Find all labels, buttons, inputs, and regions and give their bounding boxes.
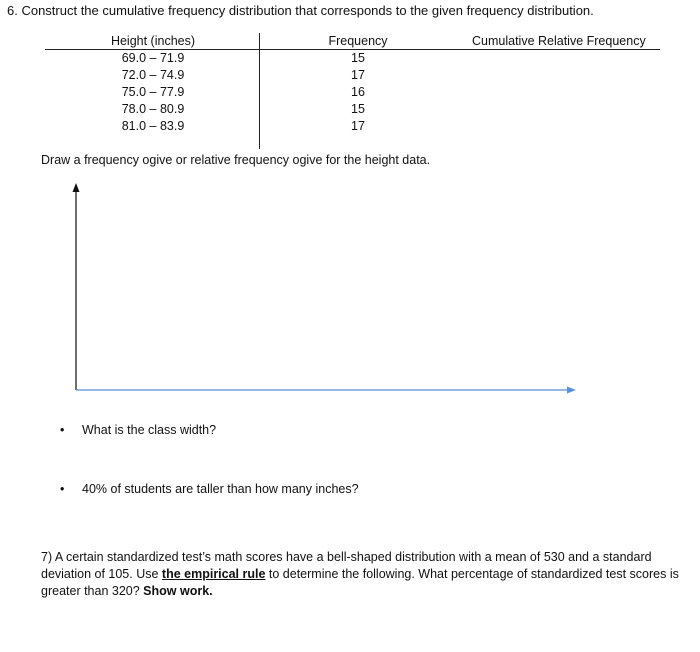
table-cell-height: 78.0 – 80.9 bbox=[121, 102, 185, 116]
ogive-instruction: Draw a frequency ogive or relative frequency ogive for the height data. bbox=[41, 153, 431, 167]
table-cell-frequency: 16 bbox=[351, 85, 365, 99]
table-cell-height: 81.0 – 83.9 bbox=[121, 119, 185, 133]
header-height: Height (inches) bbox=[110, 34, 196, 48]
x-axis-arrowhead bbox=[567, 387, 576, 394]
show-work-emphasis: Show work. bbox=[143, 584, 213, 598]
header-frequency: Frequency bbox=[328, 34, 388, 48]
table-cell-height: 72.0 – 74.9 bbox=[121, 68, 185, 82]
y-axis-arrowhead bbox=[73, 183, 80, 192]
table-cell-height: 75.0 – 77.9 bbox=[121, 85, 185, 99]
table-cell-frequency: 17 bbox=[351, 68, 365, 82]
header-cumulative-relative-frequency: Cumulative Relative Frequency bbox=[472, 34, 646, 48]
question-7-text-part1: 7) A certain standardized test’s math scores have a bell-shaped distribution with a mean of 530 and a standard deviation of 105. Use bbox=[41, 550, 652, 581]
ogive-axes[interactable] bbox=[60, 180, 580, 400]
table-cell-frequency: 15 bbox=[351, 51, 365, 65]
empirical-rule-emphasis: the empirical rule bbox=[161, 567, 266, 581]
table-cell-frequency: 15 bbox=[351, 102, 365, 116]
table-cell-frequency: 17 bbox=[351, 119, 365, 133]
table-column-divider bbox=[259, 33, 260, 149]
table-cell-height: 69.0 – 71.9 bbox=[121, 51, 185, 65]
question-7-text-part2: to determine the following. What percentage of standardized test scores is greater than 320? bbox=[41, 567, 679, 598]
question-6-title: 6. Construct the cumulative frequency distribution that corresponds to the given frequency distribution. bbox=[7, 3, 594, 18]
question-7 bbox=[41, 549, 681, 600]
